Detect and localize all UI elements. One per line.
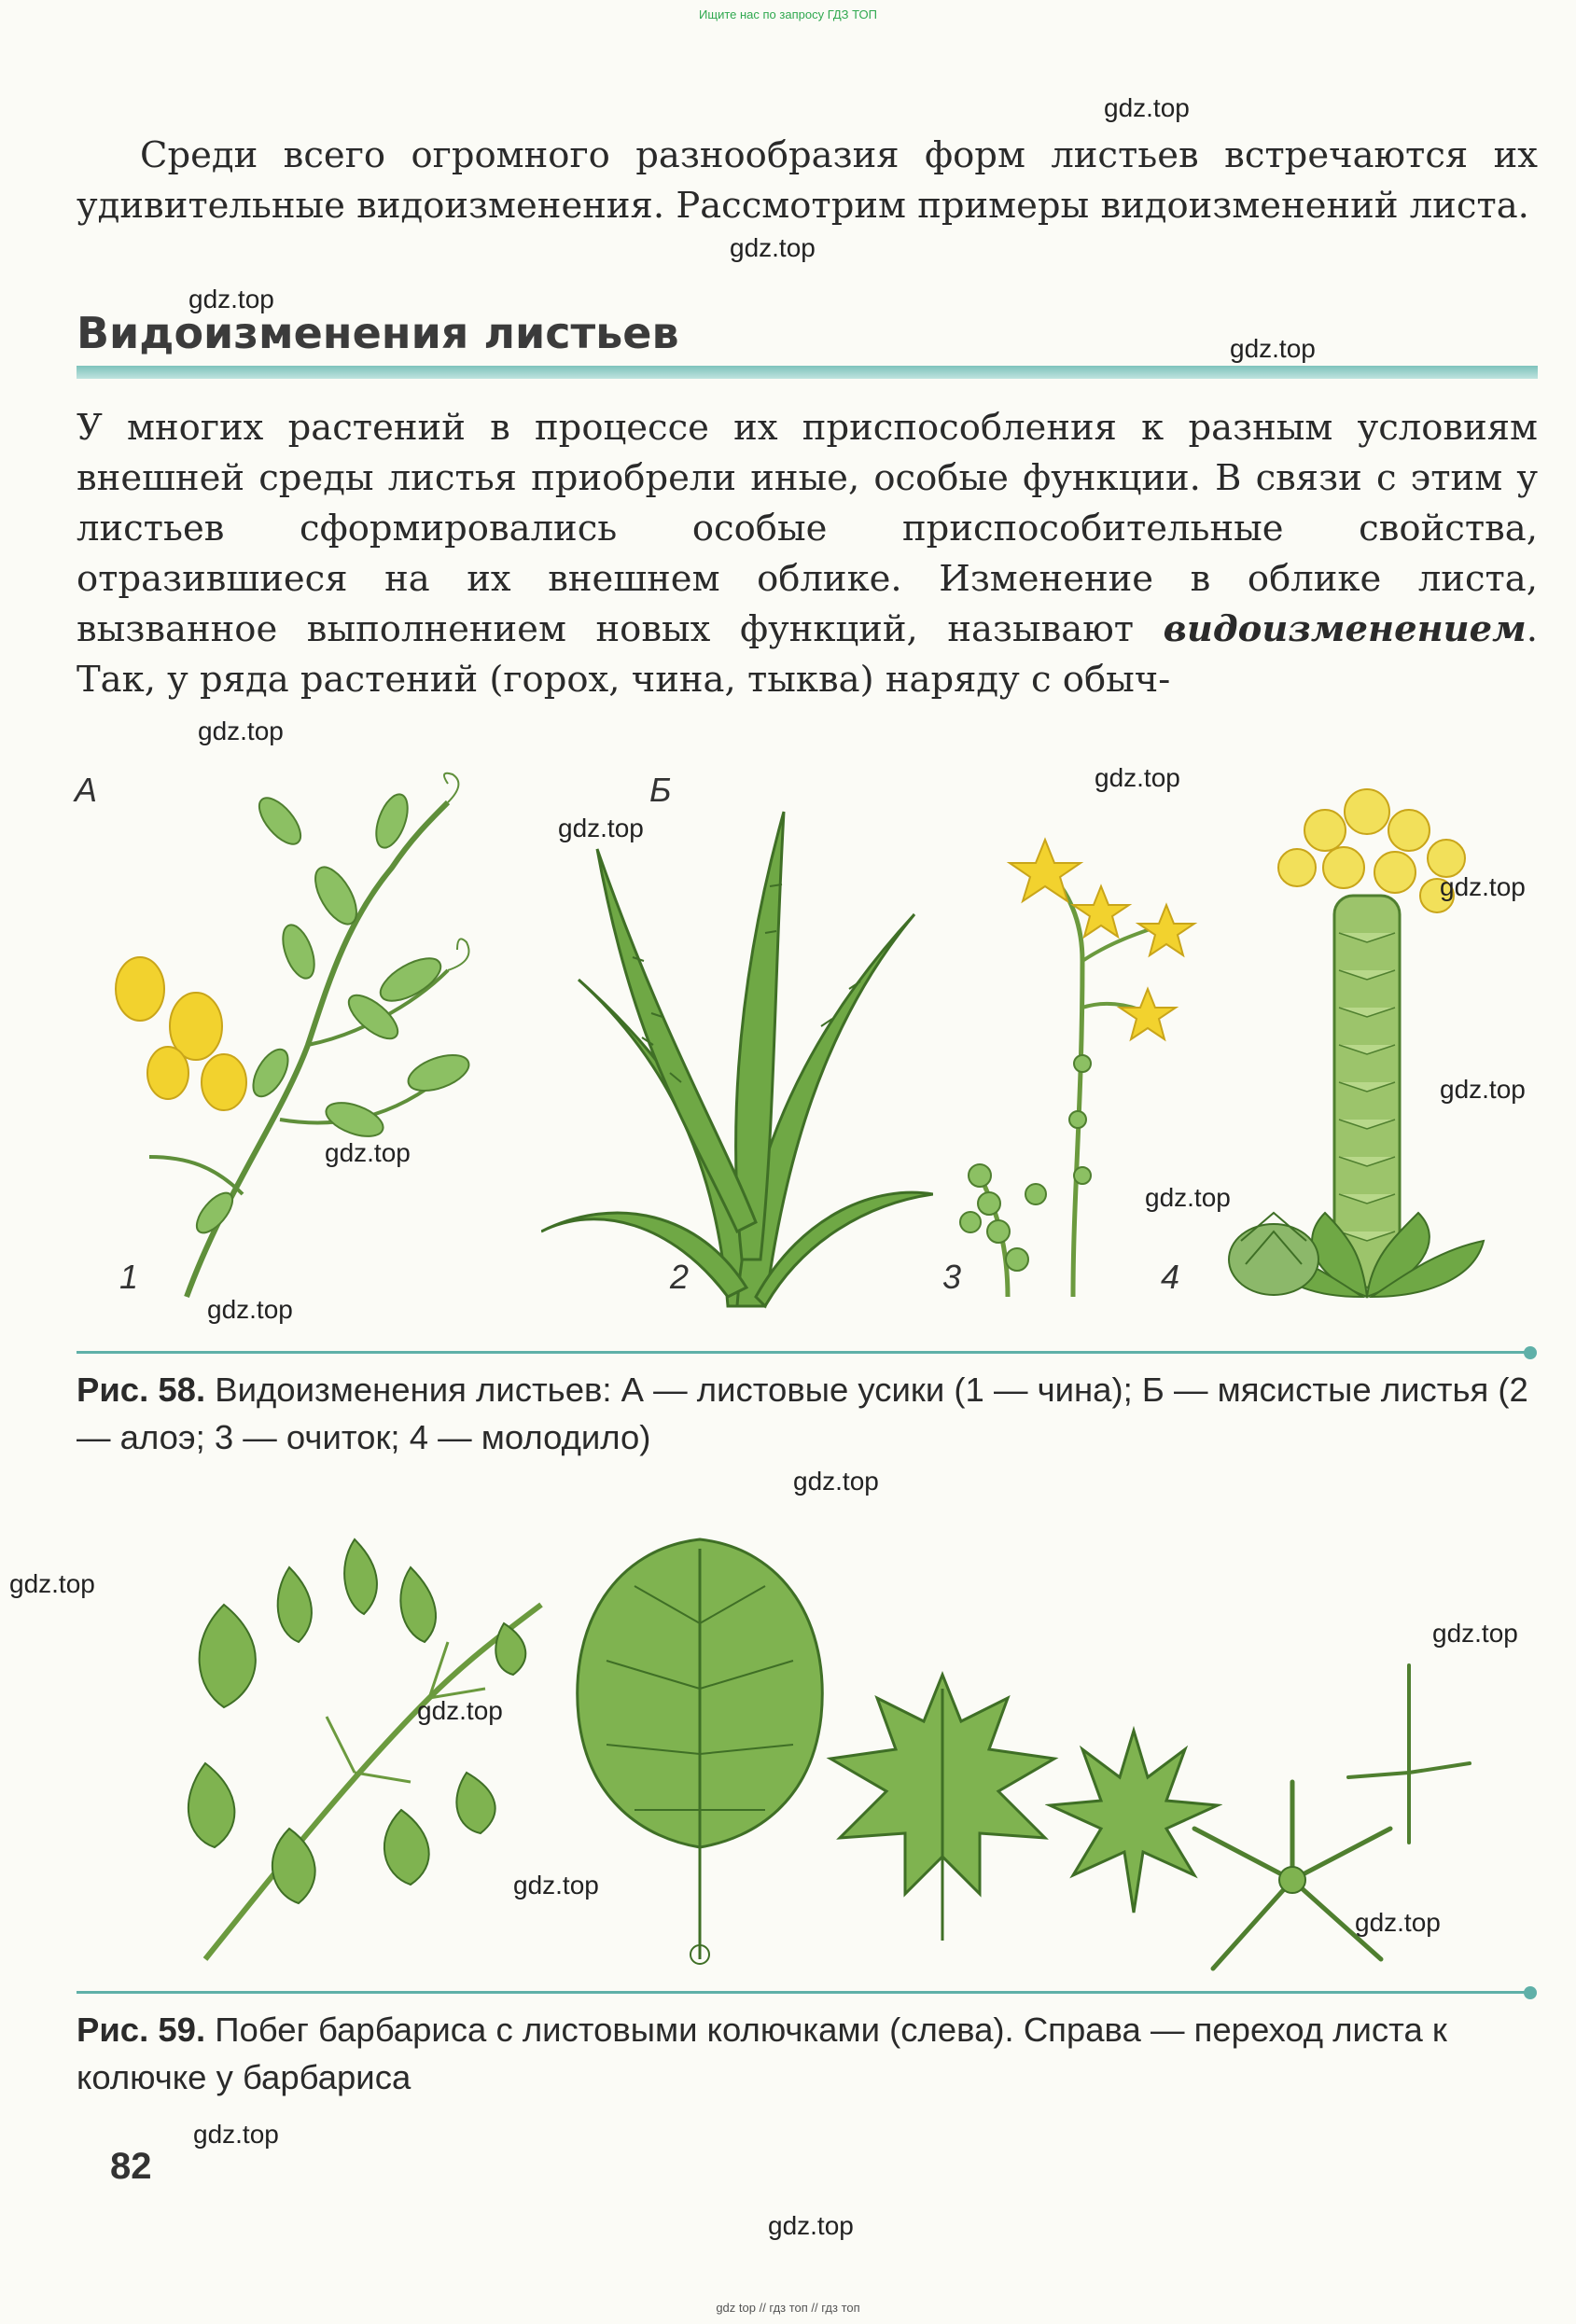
houseleek-illustration (1213, 774, 1530, 1315)
aloe-illustration (541, 793, 933, 1315)
intro-paragraph (77, 131, 1538, 231)
watermark: gdz.top (207, 1295, 293, 1324)
top-search-note: Ищите нас по запросу ГДЗ ТОП (699, 7, 877, 21)
figure58-caption-label: Рис. 58. (77, 1371, 206, 1409)
watermark: gdz.top (1145, 1183, 1231, 1212)
barberry-leaf-medium-illustration (821, 1670, 1064, 1950)
watermark: gdz.top (1440, 872, 1526, 901)
figure58-num-3: 3 (942, 1258, 962, 1296)
figure58-num-1: 1 (119, 1258, 139, 1296)
watermark: gdz.top (1095, 763, 1180, 792)
figure58-caption (77, 1366, 1538, 1461)
body-text-before: У многих растений в процессе их приспособления к разным условиям внешней среды листья приобрели иные, особые функции. В связи с этим у листьев сформировались особые приспособительные свойства, отразившиеся на их внешнем облике. Изменение в облике листа, вызванное выполнением новых функций, называют (77, 407, 1538, 650)
bottom-note: gdz top // гдз топ // гдз топ (716, 2301, 860, 2315)
barberry-spine-single-illustration (1344, 1661, 1474, 1847)
figure59-rule-dot (1524, 1986, 1537, 1999)
watermark: gdz.top (1230, 334, 1316, 363)
watermark: gdz.top (558, 814, 644, 842)
figure58-rule-dot (1524, 1346, 1537, 1359)
figure58-letter-a: А (75, 771, 98, 809)
watermark: gdz.top (1432, 1619, 1518, 1648)
watermark: gdz.top (417, 1696, 503, 1725)
figure58-rule (77, 1351, 1527, 1354)
watermark: gdz.top (1440, 1075, 1526, 1104)
figure58-num-2: 2 (670, 1258, 690, 1296)
figure59-caption-label: Рис. 59. (77, 2011, 206, 2049)
watermark: gdz.top (325, 1138, 411, 1167)
watermark: gdz.top (768, 2211, 854, 2240)
watermark: gdz.top (1355, 1908, 1441, 1937)
intro-text: Среди всего огромного разнообразия форм листьев встречаются их удивительные видоизменения. Рассмотрим примеры видоизменений листа. (77, 134, 1538, 227)
barberry-leaf-large-illustration (560, 1530, 840, 1969)
body-paragraph (77, 403, 1538, 705)
pea-plant-illustration (112, 765, 541, 1315)
heading-rule (77, 366, 1538, 379)
watermark: gdz.top (9, 1569, 95, 1598)
body-text-after: . Так, у ряда растений (горох, чина, тыква) наряду с обыч- (77, 608, 1538, 701)
watermark: gdz.top (793, 1467, 879, 1496)
watermark: gdz.top (193, 2120, 279, 2149)
page-number: 82 (110, 2146, 152, 2187)
figure59-rule (77, 1991, 1527, 1994)
figure58-caption-text: Видоизменения листьев: А — листовые усики (1 — чина); Б — мясистые листья (2 — алоэ; 3 — очиток; 4 — молодило) (77, 1371, 1528, 1456)
figure59-caption (77, 2006, 1538, 2101)
stonecrop-illustration (952, 821, 1213, 1306)
figure59-caption-text: Побег барбариса с листовыми колючками (слева). Справа — переход листа к колючке у барбариса (77, 2011, 1447, 2096)
watermark: gdz.top (188, 285, 274, 313)
watermark: gdz.top (730, 233, 816, 262)
watermark: gdz.top (198, 717, 284, 745)
watermark: gdz.top (513, 1871, 599, 1900)
barberry-shoot-illustration (168, 1530, 560, 1969)
figure58-num-4: 4 (1161, 1258, 1180, 1296)
section-heading: Видоизменения листьев (77, 308, 679, 358)
figure58-letter-b: Б (649, 771, 672, 809)
body-term: видоизменением (1163, 608, 1527, 650)
watermark: gdz.top (1104, 93, 1190, 122)
